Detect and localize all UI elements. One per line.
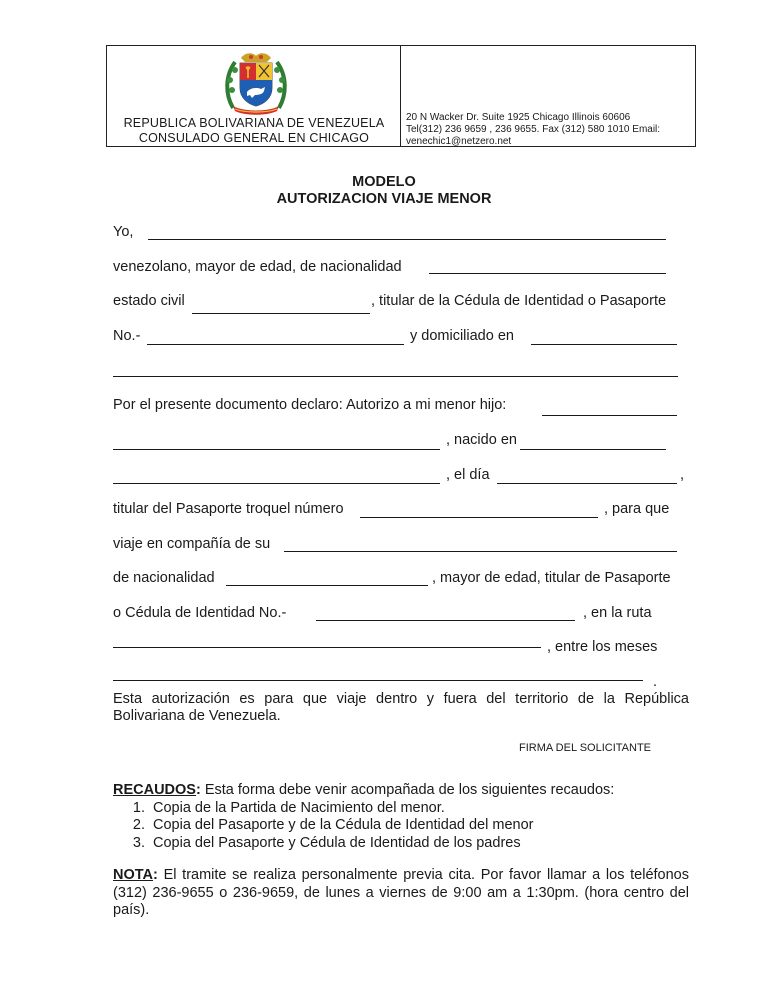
field-companion-id-line [316, 620, 575, 621]
label-estado-civil: estado civil [113, 293, 185, 309]
field-companion-line [284, 551, 677, 552]
institution-name-line1: REPUBLICA BOLIVARIANA DE VENEZUELA [123, 116, 385, 130]
field-civil-status-line [192, 313, 370, 314]
label-nacido-en: , nacido en [446, 432, 517, 448]
label-viaje-compania: viaje en compañía de su [113, 536, 271, 552]
label-de-nacionalidad: de nacionalidad [113, 570, 215, 586]
institution-name-line2: CONSULADO GENERAL EN CHICAGO [138, 131, 370, 145]
field-passport-number-line [360, 517, 598, 518]
field-birthplace-line [520, 449, 666, 450]
field-name-line [148, 239, 666, 240]
field-birthplace-line-2 [113, 483, 440, 484]
label-titular-cedula: , titular de la Cédula de Identidad o Pasaporte [371, 293, 667, 309]
field-child-name-line-2 [113, 449, 440, 450]
field-companion-nationality-line [226, 585, 428, 586]
field-address-line [531, 344, 677, 345]
label-no: No.- [113, 328, 141, 344]
letterhead-contact [401, 46, 695, 146]
field-months-line [113, 680, 643, 681]
field-route-line [113, 647, 541, 648]
document-title-model: MODELO [352, 174, 416, 190]
requirements-section [113, 782, 689, 852]
label-mayor-titular: , mayor de edad, titular de Pasaporte [432, 570, 671, 586]
requirements-colon: : [195, 782, 201, 798]
list-item: 1. Copia de la Partida de Nacimiento del menor. [149, 800, 689, 818]
requirements-label: RECAUDOS [113, 782, 196, 798]
address-text: 20 N Wacker Dr. Suite 1925 Chicago Illinois 60606 [406, 112, 631, 123]
label-comma: , [680, 467, 685, 483]
label-el-dia: , el día [446, 467, 490, 483]
field-birthdate-line [497, 483, 677, 484]
signature-label: FIRMA DEL SOLICITANTE [519, 742, 652, 754]
label-yo: Yo, [113, 224, 134, 240]
email-text: venechic1@netzero.net [406, 136, 512, 147]
letterhead [106, 45, 696, 147]
letterhead-institution [107, 46, 401, 146]
label-titular-pasaporte: titular del Pasaporte troquel número [113, 501, 344, 517]
label-venezolano: venezolano, mayor de edad, de nacionalidad [113, 259, 402, 275]
label-cedula-no: o Cédula de Identidad No.- [113, 605, 287, 621]
label-domiciliado: y domiciliado en [410, 328, 514, 344]
field-nationality-line [429, 273, 666, 274]
label-declaro: Por el presente documento declaro: Autorizo a mi menor hijo: [113, 397, 507, 413]
label-entre-meses: , entre los meses [547, 639, 658, 655]
note-text: El tramite se realiza personalmente previa cita. Por favor llamar a los teléfonos (312) 236-9655 o 236-9659, de lunes a viernes de 9:00 am a 1:30pm. (hora centro del país). [113, 867, 689, 918]
note-section [113, 867, 689, 920]
list-item: 3. Copia del Pasaporte y Cédula de Identidad de los padres [149, 835, 689, 853]
label-period: . [653, 674, 658, 690]
field-child-name-line [542, 415, 677, 416]
document-title: AUTORIZACION VIAJE MENOR [276, 191, 492, 207]
note-colon: : [153, 867, 158, 883]
requirements-list [113, 800, 689, 853]
list-item: 2. Copia del Pasaporte y de la Cédula de Identidad del menor [149, 817, 689, 835]
authorization-text: Esta autorización es para que viaje dentro y fuera del territorio de la República Bolivariana de Venezuela. [113, 691, 689, 724]
label-en-la-ruta: , en la ruta [583, 605, 652, 621]
requirements-intro: Esta forma debe venir acompañada de los siguientes recaudos: [200, 782, 615, 798]
field-address-line-2 [113, 376, 678, 377]
label-para-que: , para que [604, 501, 670, 517]
coat-of-arms-icon [223, 50, 289, 116]
field-id-number-line [147, 344, 404, 345]
note-label: NOTA [113, 867, 154, 883]
phone-fax-text: Tel(312) 236 9659 , 236 9655. Fax (312) 580 1010 Email: [406, 124, 661, 135]
